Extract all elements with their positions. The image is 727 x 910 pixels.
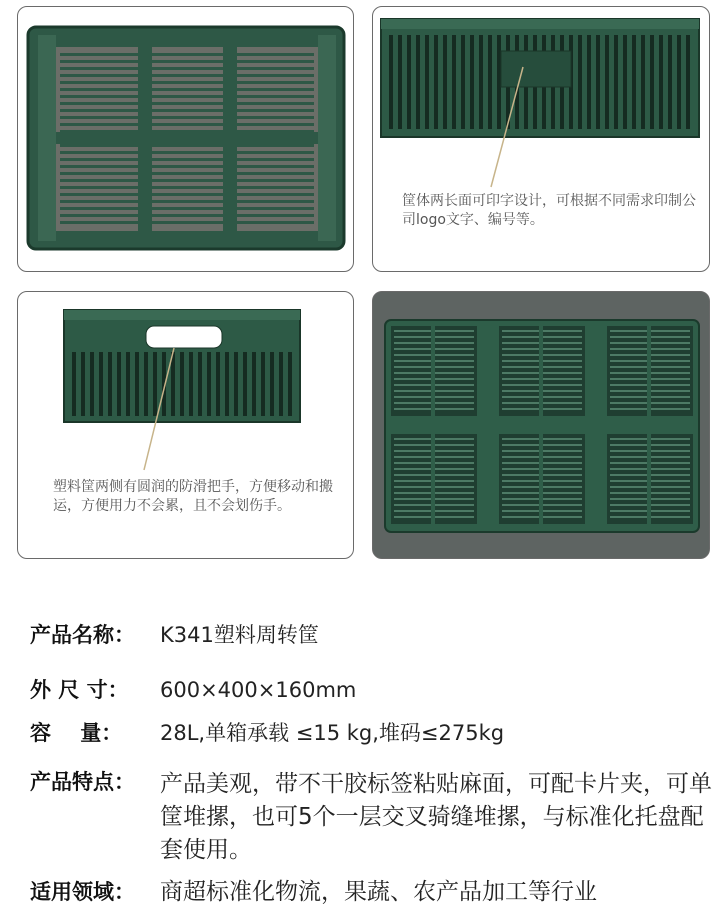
- spec-value: 600×400×160mm: [160, 678, 357, 702]
- spec-value: 28L,单箱承载 ≤15 kg,堆码≤275kg: [160, 721, 505, 745]
- spec-label: 产品特点：: [30, 770, 135, 794]
- spec-value: 产品美观，带不干胶标签粘贴麻面，可配卡片夹，可单筐堆摞，也可5个一层交叉骑缝堆摞，与标准化托盘配套使用。: [160, 771, 712, 863]
- crate-short-side-panel: [17, 291, 354, 559]
- crate-top-view-image: [18, 7, 354, 272]
- spec-label: 适用领域：: [30, 880, 135, 904]
- crate-short-side-image: [18, 292, 354, 559]
- crate-bottom-view-image: [373, 292, 710, 559]
- long-side-caption: 筐体两长面可印字设计，可根据不同需求印制公司logo文字、编号等。: [402, 193, 696, 228]
- spec-value: K341塑料周转筐: [160, 623, 319, 647]
- crate-bottom-view-panel: [372, 291, 710, 559]
- spec-label: 外 尺 寸：: [30, 678, 129, 702]
- crate-top-view-panel: [17, 6, 354, 272]
- short-side-caption: 塑料筐两侧有圆润的防滑把手，方便移动和搬运，方便用力不会累，且不会划伤手。: [53, 479, 333, 514]
- crate-long-side-image: [373, 7, 710, 272]
- spec-label: 产品名称：: [30, 623, 135, 647]
- spec-label: 容 量：: [30, 721, 123, 745]
- crate-long-side-panel: [372, 6, 710, 272]
- spec-value: 商超标准化物流，果蔬、农产品加工等行业: [160, 879, 597, 905]
